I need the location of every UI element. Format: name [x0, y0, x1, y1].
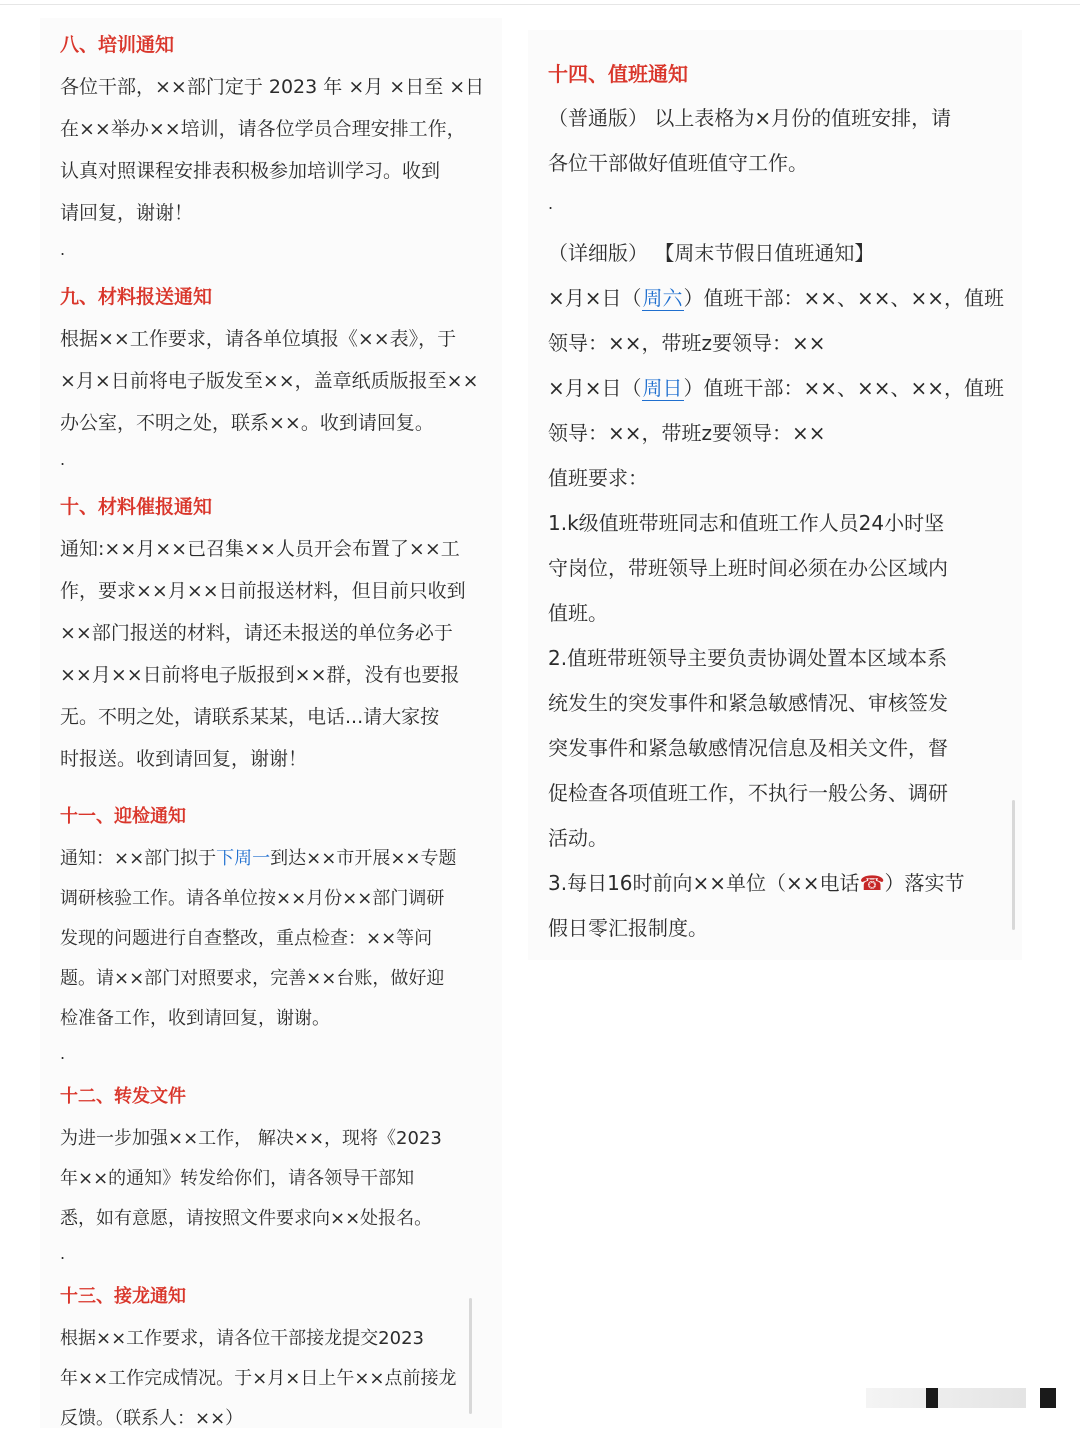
duty-detail-title: （详细版） 【周末节假日值班通知】 — [548, 241, 875, 265]
bottom-marker-dark — [1040, 1388, 1056, 1408]
requirement-3-prefix: 3.每日16时前向××单位（××电话 — [548, 871, 860, 895]
requirement-3-line — [548, 867, 964, 896]
section-10-line: 无。不明之处，请联系某某，电话...请大家按 — [60, 706, 440, 728]
section-10-line: 通知:××月××已召集××人员开会布置了××工 — [60, 538, 460, 560]
requirement-2-line: 统发生的突发事件和紧急敏感情况、审核签发 — [548, 691, 948, 715]
requirement-3-suffix: ）落实节 — [884, 871, 965, 895]
section-10-line: 作，要求××月××日前报送材料，但目前只收到 — [60, 580, 466, 602]
saturday-link[interactable]: 周六 — [642, 286, 683, 310]
section-8-line: 请回复，谢谢！ — [60, 202, 194, 224]
duty-normal-line: （普通版） 以上表格为×月份的值班安排，请 — [548, 106, 952, 130]
section-13-line: 年××工作完成情况。于×月×日上午××点前接龙 — [60, 1368, 457, 1389]
separator-dot: . — [60, 240, 66, 259]
saturday-suffix: ）值班干部：××、××、××，值班 — [683, 286, 1005, 310]
requirement-3-line: 假日零汇报制度。 — [548, 916, 708, 940]
section-8-line: 在××举办××培训，请各位学员合理安排工作， — [60, 118, 466, 140]
section-10-title: 十、材料催报通知 — [60, 496, 213, 518]
requirements-label: 值班要求： — [548, 466, 648, 490]
requirement-1-line: 值班。 — [548, 601, 608, 625]
section-8-line: 各位干部，××部门定于 2023 年 ×月 ×日至 ×日 — [60, 76, 485, 98]
section-12-line: 悉，如有意愿，请按照文件要求向××处报名。 — [60, 1208, 433, 1229]
section-13-title: 十三、接龙通知 — [60, 1286, 186, 1307]
top-divider — [0, 4, 1080, 5]
duty-normal-line: 各位干部做好值班值守工作。 — [548, 151, 808, 175]
section-9-title: 九、材料报送通知 — [60, 286, 213, 308]
bottom-fade-bar — [866, 1388, 1026, 1408]
sunday-leader-line: 领导：××，带班z要领导：×× — [548, 421, 826, 445]
separator-dot: . — [60, 450, 66, 469]
section-12-line: 年××的通知》转发给你们，请各领导干部知 — [60, 1168, 415, 1189]
requirement-2-line: 活动。 — [548, 826, 608, 850]
left-scrollbar[interactable] — [469, 1298, 472, 1414]
separator-dot: . — [60, 1044, 66, 1063]
section-9-line: 办公室，不明之处，联系××。收到请回复。 — [60, 412, 434, 434]
left-column — [40, 18, 502, 1428]
section-11-suffix: 到达××市开展××专题 — [270, 848, 457, 869]
section-11-line: 题。请××部门对照要求，完善××台账，做好迎 — [60, 968, 445, 989]
section-10-line: 时报送。收到请回复，谢谢！ — [60, 748, 308, 770]
section-13-line: 根据××工作要求，请各位干部接龙提交2023 — [60, 1328, 424, 1349]
sunday-link[interactable]: 周日 — [642, 376, 683, 400]
section-8-line: 认真对照课程安排表积极参加培训学习。收到 — [60, 160, 441, 182]
section-9-line: ×月×日前将电子版发至××，盖章纸质版报至×× — [60, 370, 479, 392]
section-11-prefix: 通知：××部门拟于 — [60, 848, 217, 869]
section-10-line: ××月××日前将电子版报到××群，没有也要报 — [60, 664, 460, 686]
section-11-line: 检准备工作，收到请回复，谢谢。 — [60, 1008, 330, 1029]
requirement-1-line: 1.k级值班带班同志和值班工作人员24小时坚 — [548, 511, 945, 535]
section-12-line: 为进一步加强××工作， 解决××，现将《2023 — [60, 1128, 442, 1149]
section-9-line: 根据××工作要求，请各单位填报《××表》，于 — [60, 328, 457, 350]
section-10-line: ××部门报送的材料，请还未报送的单位务必于 — [60, 622, 453, 644]
saturday-duty-line — [548, 282, 1004, 311]
telephone-icon: ☎ — [859, 871, 885, 895]
requirement-2-line: 突发事件和紧急敏感情况信息及相关文件，督 — [548, 736, 948, 760]
section-8-title: 八、培训通知 — [60, 34, 175, 56]
bottom-marker-dark — [926, 1388, 938, 1408]
right-column — [528, 30, 1022, 960]
saturday-prefix: ×月×日（ — [548, 286, 642, 310]
section-11-line: 调研核验工作。请各单位按××月份××部门调研 — [60, 888, 445, 909]
section-13-line: 反馈。（联系人：××） — [60, 1408, 244, 1429]
requirement-1-line: 守岗位，带班领导上班时间必须在办公区域内 — [548, 556, 948, 580]
section-11-line — [60, 844, 457, 870]
requirement-2-line: 促检查各项值班工作，不执行一般公务、调研 — [548, 781, 948, 805]
separator-dot: . — [548, 194, 554, 213]
right-scrollbar[interactable] — [1012, 800, 1015, 930]
section-11-line: 发现的问题进行自查整改，重点检查：××等问 — [60, 928, 433, 949]
section-11-title: 十一、迎检通知 — [60, 806, 186, 827]
section-14-title: 十四、值班通知 — [548, 62, 688, 86]
saturday-leader-line: 领导：××，带班z要领导：×× — [548, 331, 826, 355]
sunday-suffix: ）值班干部：××、××、××，值班 — [683, 376, 1005, 400]
sunday-duty-line — [548, 372, 1004, 401]
separator-dot: . — [60, 1244, 66, 1263]
next-monday-link[interactable]: 下周一 — [216, 848, 271, 869]
sunday-prefix: ×月×日（ — [548, 376, 642, 400]
requirement-2-line: 2.值班带班领导主要负责协调处置本区域本系 — [548, 646, 948, 670]
section-12-title: 十二、转发文件 — [60, 1086, 186, 1107]
